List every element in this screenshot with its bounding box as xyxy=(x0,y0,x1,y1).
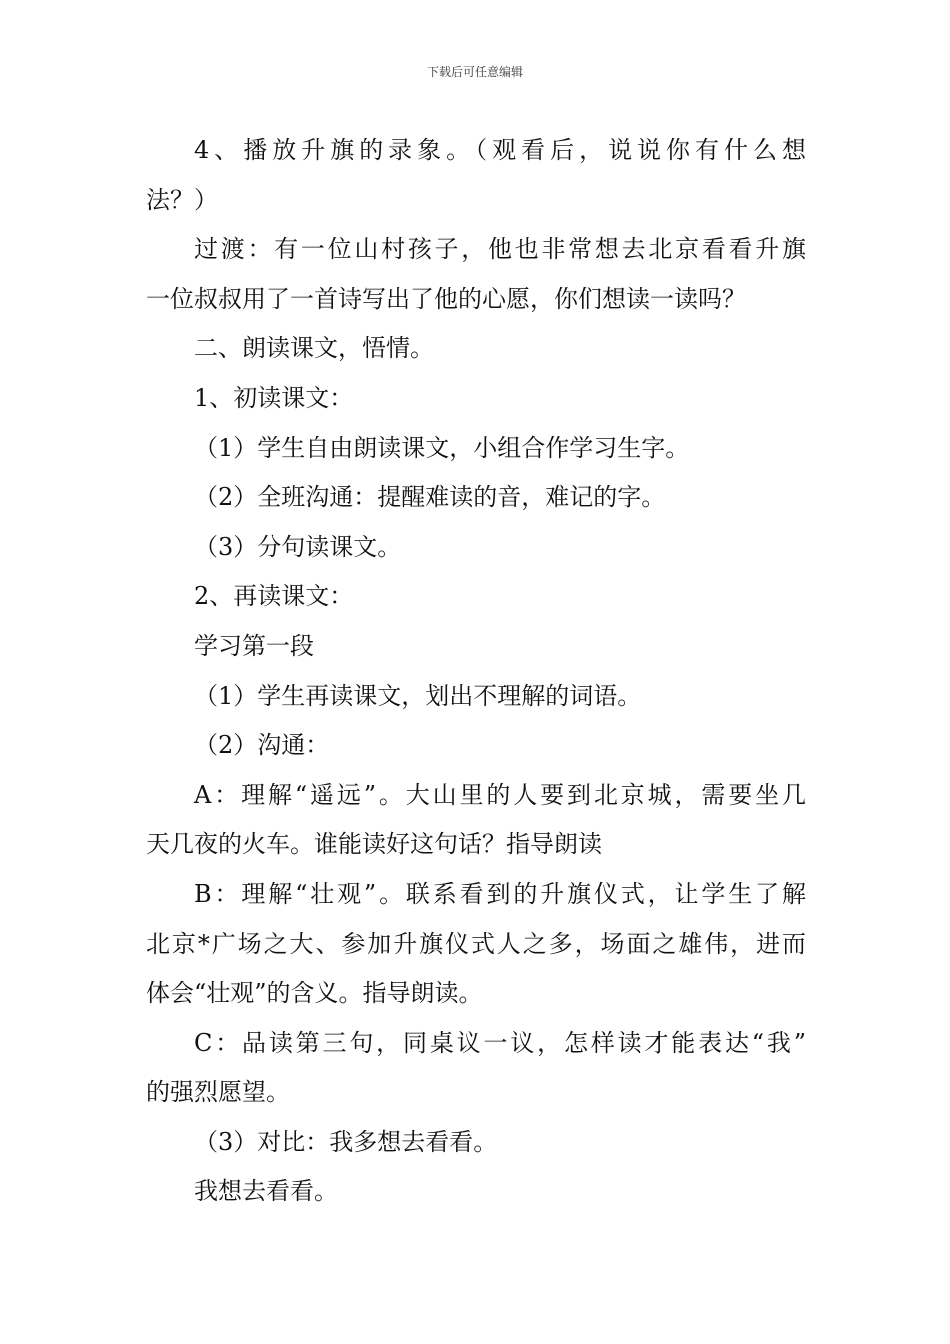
text-line: B：理解“壮观”。联系看到的升旗仪式，让学生了解 xyxy=(194,879,806,908)
text-line: （1）学生自由朗读课文，小组合作学习生字。 xyxy=(194,433,690,462)
text-line: （1）学生再读课文，划出不理解的词语。 xyxy=(194,681,642,710)
text-line: 体会“壮观”的含义。指导朗读。 xyxy=(146,979,483,1008)
text-line: A：理解“遥远”。大山里的人要到北京城，需要坐几 xyxy=(194,780,806,809)
text-line: 北京*广场之大、参加升旗仪式人之多，场面之雄伟，进而 xyxy=(146,929,806,958)
text-line: 1、初读课文： xyxy=(194,383,354,412)
text-line: 4、播放升旗的录象。（观看后，说说你有什么想 xyxy=(194,136,806,164)
text-line: 一位叔叔用了一首诗写出了他的心愿，你们想读一读吗？ xyxy=(146,284,746,313)
section-heading: 二、朗读课文，悟情。 xyxy=(194,334,434,363)
text-line: 我想去看看。 xyxy=(194,1177,338,1206)
text-line: 法？） xyxy=(146,185,218,214)
text-line: （2）全班沟通：提醒难读的音，难记的字。 xyxy=(194,483,666,512)
text-line: 学习第一段 xyxy=(194,631,314,660)
text-line: 天几夜的火车。谁能读好这句话？指导朗读 xyxy=(146,830,602,859)
text-line: （2）沟通： xyxy=(194,731,330,760)
text-line: 的强烈愿望。 xyxy=(146,1078,290,1107)
text-line: （3）对比：我多想去看看。 xyxy=(194,1127,498,1156)
document-body xyxy=(146,126,806,1217)
text-line: C：品读第三句，同桌议一议，怎样读才能表达“我” xyxy=(194,1028,806,1057)
page-header: 下载后可任意编辑 xyxy=(426,65,523,79)
text-line: 2、再读课文： xyxy=(194,582,354,611)
text-line: 过渡：有一位山村孩子，他也非常想去北京看看升旗 xyxy=(194,235,806,264)
text-line: （3）分句读课文。 xyxy=(194,532,402,561)
